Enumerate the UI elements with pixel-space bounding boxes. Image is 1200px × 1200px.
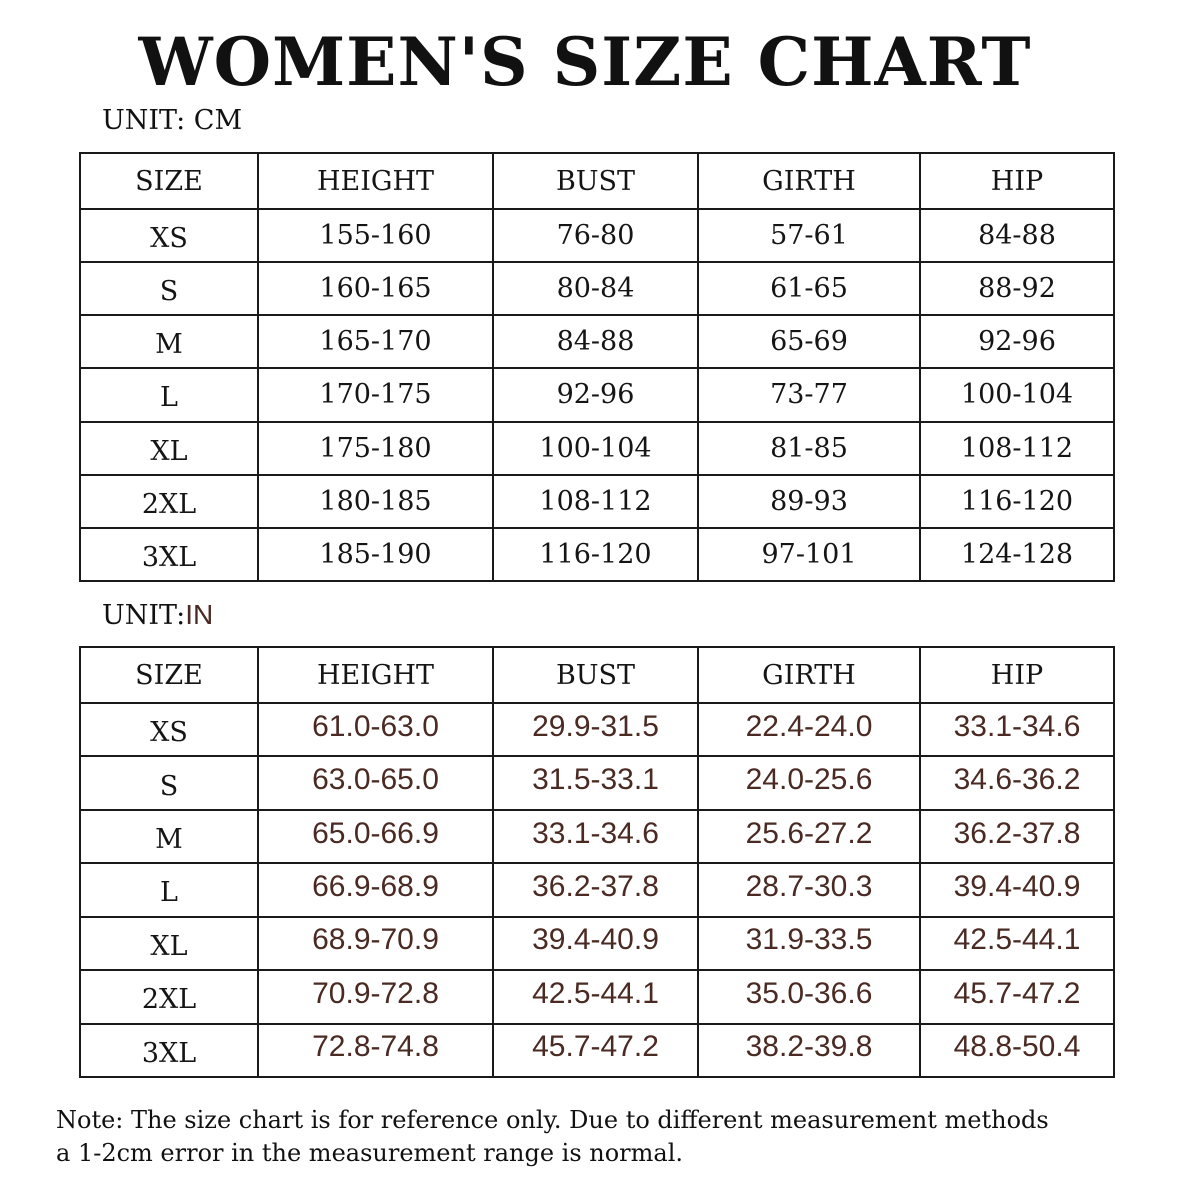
table-row: [80, 422, 1114, 475]
cell-height: 170-175: [258, 368, 493, 421]
cell-size: 2XL: [80, 970, 258, 1023]
cell-size: XL: [80, 422, 258, 475]
unit-label-in: [102, 598, 213, 633]
cell-height: 185-190: [258, 528, 493, 581]
cell-height: 155-160: [258, 209, 493, 262]
cell-girth: 25.6-27.2: [698, 810, 920, 863]
cell-bust: 33.1-34.6: [493, 810, 698, 863]
table-row: [80, 810, 1114, 863]
header-hip: HIP: [920, 647, 1114, 703]
cell-hip: 88-92: [920, 262, 1114, 315]
cell-girth: 28.7-30.3: [698, 863, 920, 916]
size-table-in: [79, 646, 1115, 1078]
cell-height: 61.0-63.0: [258, 703, 493, 756]
cell-hip: 124-128: [920, 528, 1114, 581]
cell-hip: 34.6-36.2: [920, 756, 1114, 809]
table-row: [80, 262, 1114, 315]
cell-girth: 24.0-25.6: [698, 756, 920, 809]
cell-height: 165-170: [258, 315, 493, 368]
cell-girth: 57-61: [698, 209, 920, 262]
cell-size: 3XL: [80, 528, 258, 581]
cell-girth: 31.9-33.5: [698, 917, 920, 970]
cell-size: XS: [80, 703, 258, 756]
cell-height: 65.0-66.9: [258, 810, 493, 863]
cell-girth: 81-85: [698, 422, 920, 475]
cell-bust: 39.4-40.9: [493, 917, 698, 970]
cell-bust: 36.2-37.8: [493, 863, 698, 916]
cell-bust: 80-84: [493, 262, 698, 315]
header-girth: GIRTH: [698, 153, 920, 209]
cell-girth: 65-69: [698, 315, 920, 368]
cell-bust: 45.7-47.2: [493, 1024, 698, 1077]
cell-bust: 100-104: [493, 422, 698, 475]
cell-bust: 92-96: [493, 368, 698, 421]
header-bust: BUST: [493, 153, 698, 209]
unit-label-in-value: IN: [185, 599, 214, 630]
cell-girth: 38.2-39.8: [698, 1024, 920, 1077]
cell-hip: 84-88: [920, 209, 1114, 262]
cell-size: 3XL: [80, 1024, 258, 1077]
cell-girth: 73-77: [698, 368, 920, 421]
table-row: [80, 703, 1114, 756]
disclaimer-note: [56, 1104, 1166, 1170]
size-table-cm: [79, 152, 1115, 582]
table-header-row: [80, 153, 1114, 209]
cell-girth: 89-93: [698, 475, 920, 528]
unit-label-cm-prefix: UNIT:: [102, 105, 194, 136]
cell-height: 160-165: [258, 262, 493, 315]
header-size: SIZE: [80, 647, 258, 703]
cell-size: L: [80, 863, 258, 916]
cell-height: 175-180: [258, 422, 493, 475]
cell-hip: 116-120: [920, 475, 1114, 528]
cell-hip: 33.1-34.6: [920, 703, 1114, 756]
table-row: [80, 863, 1114, 916]
cell-hip: 48.8-50.4: [920, 1024, 1114, 1077]
cell-hip: 108-112: [920, 422, 1114, 475]
cell-height: 63.0-65.0: [258, 756, 493, 809]
cell-bust: 29.9-31.5: [493, 703, 698, 756]
header-hip: HIP: [920, 153, 1114, 209]
header-girth: GIRTH: [698, 647, 920, 703]
cell-hip: 39.4-40.9: [920, 863, 1114, 916]
header-bust: BUST: [493, 647, 698, 703]
cell-bust: 84-88: [493, 315, 698, 368]
cell-hip: 92-96: [920, 315, 1114, 368]
cell-hip: 42.5-44.1: [920, 917, 1114, 970]
cell-hip: 45.7-47.2: [920, 970, 1114, 1023]
unit-label-in-prefix: UNIT:: [102, 600, 186, 631]
cell-size: S: [80, 262, 258, 315]
cell-height: 70.9-72.8: [258, 970, 493, 1023]
cell-bust: 108-112: [493, 475, 698, 528]
note-line-2: a 1-2cm error in the measurement range is normal.: [56, 1139, 684, 1167]
cell-bust: 31.5-33.1: [493, 756, 698, 809]
cell-girth: 97-101: [698, 528, 920, 581]
table-row: [80, 528, 1114, 581]
cell-size: S: [80, 756, 258, 809]
cell-height: 68.9-70.9: [258, 917, 493, 970]
cell-hip: 100-104: [920, 368, 1114, 421]
header-height: HEIGHT: [258, 153, 493, 209]
cell-hip: 36.2-37.8: [920, 810, 1114, 863]
cell-height: 180-185: [258, 475, 493, 528]
table-row: [80, 315, 1114, 368]
table-row: [80, 209, 1114, 262]
cell-bust: 76-80: [493, 209, 698, 262]
cell-girth: 61-65: [698, 262, 920, 315]
table-row: [80, 917, 1114, 970]
note-line-1: Note: The size chart is for reference only. Due to different measurement methods: [56, 1106, 1049, 1134]
table-row: [80, 970, 1114, 1023]
unit-label-cm: [102, 104, 242, 138]
cell-size: M: [80, 810, 258, 863]
page-title: WOMEN'S SIZE CHART: [138, 23, 1032, 101]
cell-height: 72.8-74.8: [258, 1024, 493, 1077]
table-row: [80, 368, 1114, 421]
cell-size: 2XL: [80, 475, 258, 528]
table-row: [80, 756, 1114, 809]
cell-bust: 116-120: [493, 528, 698, 581]
table-header-row: [80, 647, 1114, 703]
header-size: SIZE: [80, 153, 258, 209]
table-row: [80, 475, 1114, 528]
cell-size: XL: [80, 917, 258, 970]
cell-size: M: [80, 315, 258, 368]
cell-size: XS: [80, 209, 258, 262]
header-height: HEIGHT: [258, 647, 493, 703]
cell-size: L: [80, 368, 258, 421]
unit-label-cm-value: CM: [193, 105, 243, 136]
cell-girth: 35.0-36.6: [698, 970, 920, 1023]
cell-girth: 22.4-24.0: [698, 703, 920, 756]
cell-bust: 42.5-44.1: [493, 970, 698, 1023]
table-row: [80, 1024, 1114, 1077]
cell-height: 66.9-68.9: [258, 863, 493, 916]
